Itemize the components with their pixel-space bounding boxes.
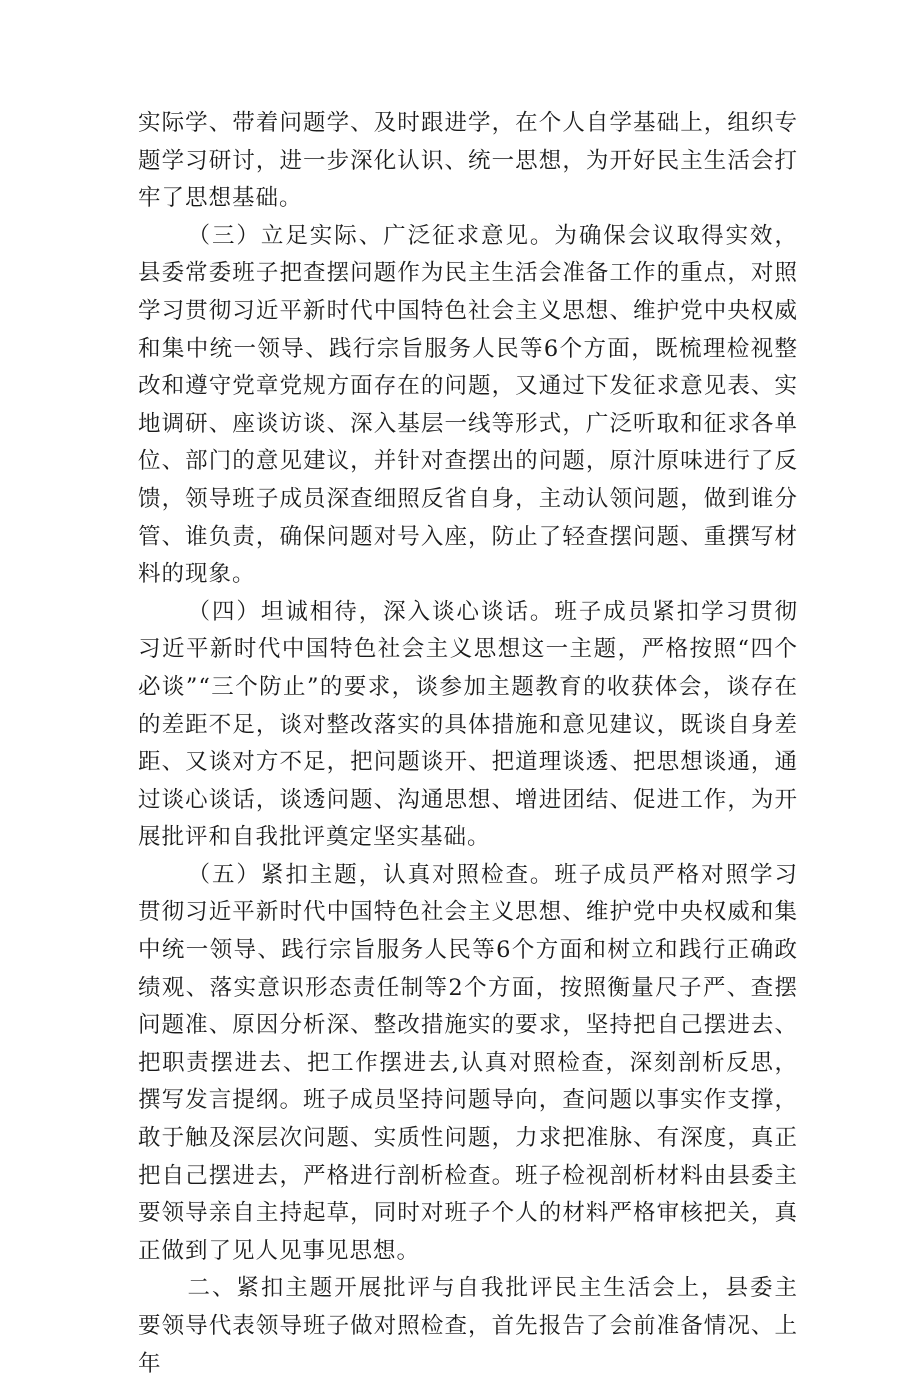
paragraph-1: 实际学、带着问题学、及时跟进学，在个人自学基础上，组织专题学习研讨，进一步深化认识、统一思想，为开好民主生活会打牢了思想基础。 <box>138 110 798 212</box>
paragraph-5: 二、紧扣主题开展批评与自我批评民主生活会上，县委主要领导代表领导班子做对照检查，首先报告了会前准备情况、上年 <box>138 1275 798 1377</box>
paragraph-2: （三）立足实际、广泛征求意见。为确保会议取得实效，县委常委班子把查摆问题作为民主生活会准备工作的重点，对照学习贯彻习近平新时代中国特色社会主义思想、维护党中央权威和集中统一领导、践行宗旨服务人民等6个方面，既梳理检视整改和遵守党章党规方面存在的问题，又通过下发征求意见表、实地调研、座谈访谈、深入基层一线等形式，广泛听取和征求各单位、部门的意见建议，并针对查摆出的问题，原汁原味进行了反馈，领导班子成员深查细照反省自身，主动认领问题，做到谁分管、谁负责，确保问题对号入座，防止了轻查摆问题、重撰写材料的现象。 <box>138 222 798 588</box>
paragraph-3: （四）坦诚相待，深入谈心谈话。班子成员紧扣学习贯彻习近平新时代中国特色社会主义思想这一主题，严格按照“四个必谈”“三个防止”的要求，谈参加主题教育的收获体会，谈存在的差距不足，谈对整改落实的具体措施和意见建议，既谈自身差距、又谈对方不足，把问题谈开、把道理谈透、把思想谈通，通过谈心谈话，谈透问题、沟通思想、增进团结、促进工作，为开展批评和自我批评奠定坚实基础。 <box>138 598 798 851</box>
document-body <box>138 105 798 1383</box>
paragraph-4: （五）紧扣主题，认真对照检查。班子成员严格对照学习贯彻习近平新时代中国特色社会主义思想、维护党中央权威和集中统一领导、践行宗旨服务人民等6个方面和树立和践行正确政绩观、落实意识形态责任制等2个方面，按照衡量尺子严、查摆问题准、原因分析深、整改措施实的要求，坚持把自己摆进去、把职责摆进去、把工作摆进去,认真对照检查，深刻剖析反思，撰写发言提纲。班子成员坚持问题导向，查问题以事实作支撑，敢于触及深层次问题、实质性问题，力求把准脉、有深度，真正把自己摆进去，严格进行剖析检查。班子检视剖析材料由县委主要领导亲自主持起草，同时对班子个人的材料严格审核把关，真正做到了见人见事见思想。 <box>138 861 798 1264</box>
